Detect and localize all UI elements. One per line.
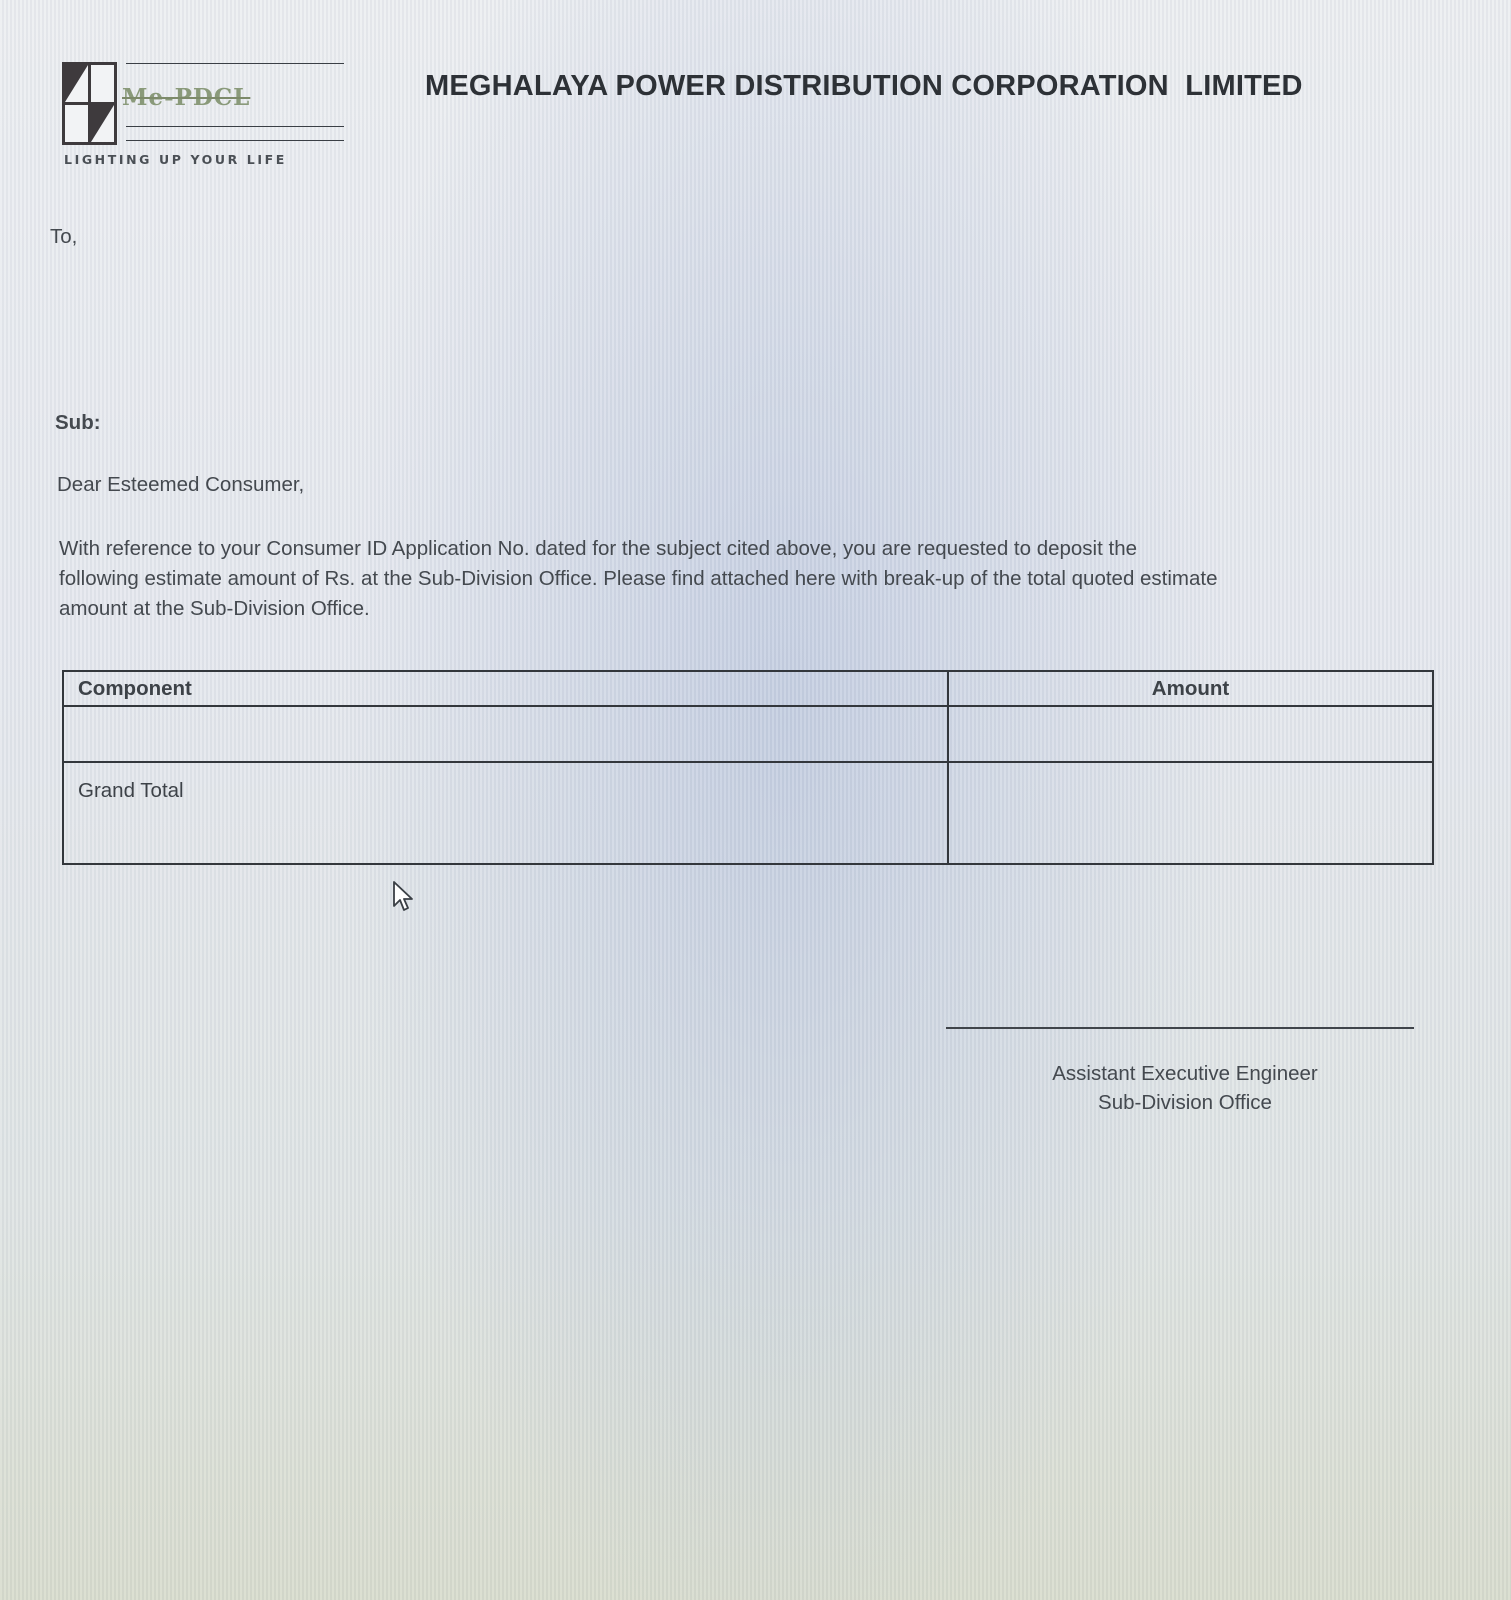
amount-cell [948, 706, 1433, 762]
signature-block [985, 1059, 1385, 1117]
to-label: To, [50, 225, 78, 248]
logo-rule-middle [126, 126, 344, 127]
column-header-amount: Amount [948, 671, 1433, 706]
logo-tagline: LIGHTING UP YOUR LIFE [64, 152, 287, 167]
logo-name: Me-PDCL [122, 84, 251, 111]
column-header-component: Component [63, 671, 948, 706]
signature-line [946, 1027, 1414, 1029]
logo-rule-bottom [126, 140, 344, 141]
company-logo [62, 62, 292, 172]
signatory-office: Sub-Division Office [1098, 1091, 1272, 1114]
logo-mark-icon [62, 62, 117, 145]
logo-rule-top [126, 63, 344, 64]
grand-total-row [63, 762, 1433, 864]
grand-total-value [948, 762, 1433, 864]
component-cell [63, 706, 948, 762]
mouse-pointer-icon [392, 880, 416, 914]
estimate-table [62, 670, 1434, 865]
salutation: Dear Esteemed Consumer, [57, 473, 305, 496]
subject-label: Sub: [55, 411, 101, 434]
table-row [63, 706, 1433, 762]
table-header-row [63, 671, 1433, 706]
letter-body: With reference to your Consumer ID Application No. dated for the subject cited above, you are requested to deposit the following estimate amount of Rs. at the Sub-Division Office. Please find attached here with break-up of the total quoted estimate amount at the Sub-Division Office. [59, 537, 1218, 620]
grand-total-label: Grand Total [63, 762, 948, 864]
company-title: MEGHALAYA POWER DISTRIBUTION CORPORATION LIMITED [425, 70, 1303, 102]
signatory-title: Assistant Executive Engineer [1052, 1062, 1318, 1085]
